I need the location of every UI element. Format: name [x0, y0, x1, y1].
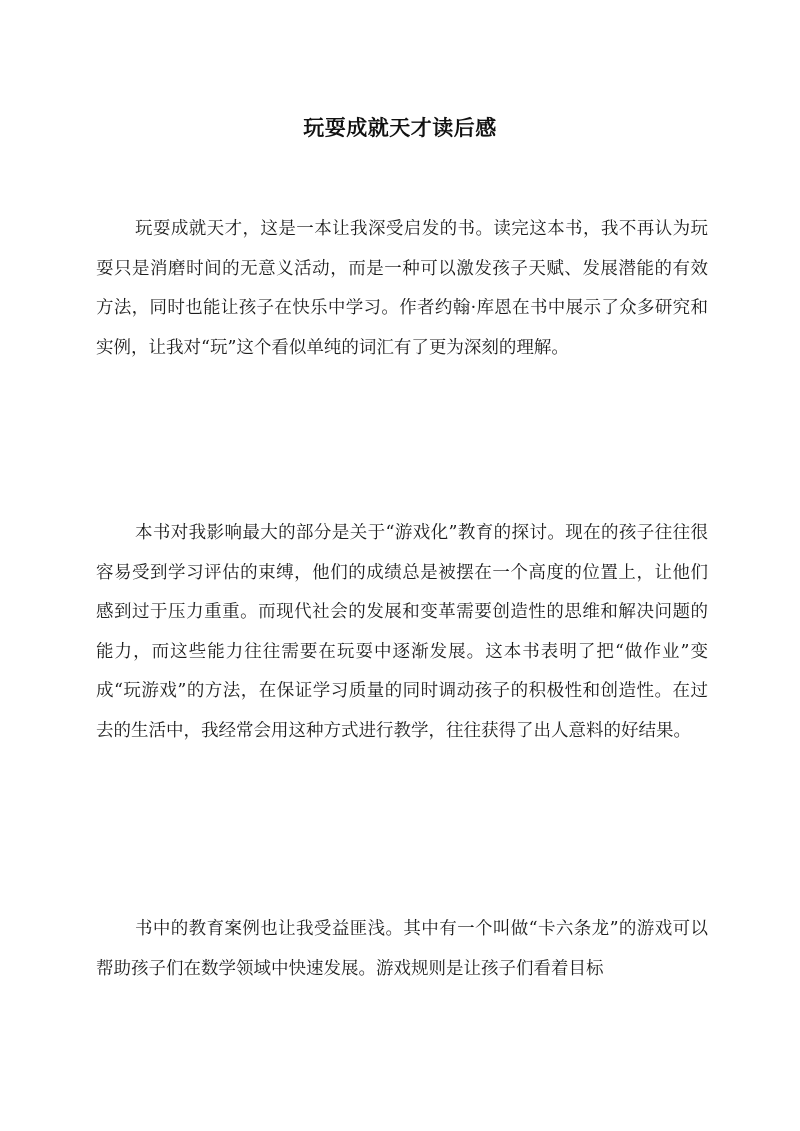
- paragraph-2: 本书对我影响最大的部分是关于“游戏化”教育的探讨。现在的孩子往往很容易受到学习评估的束缚，他们的成绩总是被摆在一个高度的位置上，让他们感到过于压力重重。而现代社会的发展和变革需要创造性的思维和解决问题的能力，而这些能力往往需要在玩耍中逐渐发展。这本书表明了把“做作业”变成“玩游戏”的方法，在保证学习质量的同时调动孩子的积极性和创造性。在过去的生活中，我经常会用这种方式进行教学，往往获得了出人意料的好结果。: [96, 523, 708, 741]
- paragraph-1: 玩耍成就天才，这是一本让我深受启发的书。读完这本书，我不再认为玩耍只是消磨时间的无意义活动，而是一种可以激发孩子天赋、发展潜能的有效方法，同时也能让孩子在快乐中学习。作者约翰·库恩在书中展示了众多研究和实例，让我对“玩”这个看似单纯的词汇有了更为深刻的理解。: [96, 219, 708, 358]
- document-title: 玩耍成就天才读后感: [303, 115, 497, 141]
- paragraph-3: 书中的教育案例也让我受益匪浅。其中有一个叫做“卡六条龙”的游戏可以帮助孩子们在数学领域中快速发展。游戏规则是让孩子们看着目标: [96, 919, 708, 979]
